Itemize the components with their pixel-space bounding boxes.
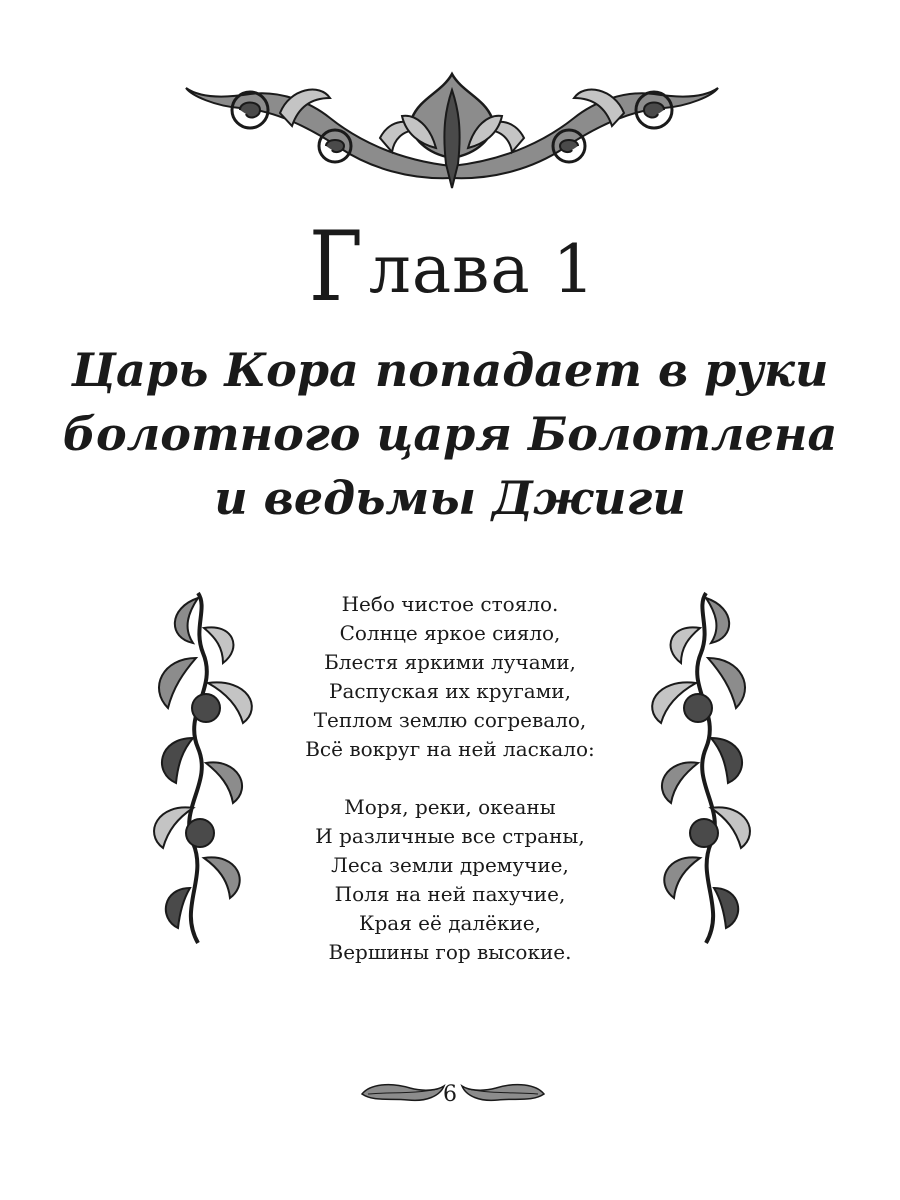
poem-stanza <box>250 590 650 764</box>
side-ornament-left <box>138 588 268 948</box>
chapter-title-line: и ведьмы Джиги <box>214 471 686 525</box>
poem-line: Вершины гор высокие. <box>328 940 572 964</box>
poem-line: Теплом землю согревало, <box>313 708 587 732</box>
chapter-heading-initial: Г <box>309 211 365 323</box>
chapter-title <box>0 338 900 530</box>
footer-leaf-ornament-right <box>460 1080 546 1108</box>
poem-line: Моря, реки, океаны <box>344 795 556 819</box>
poem-line: Поля на ней пахучие, <box>334 882 566 906</box>
poem-line: Края её далёкие, <box>358 911 541 935</box>
page-footer <box>0 1076 900 1120</box>
poem-line: Леса земли дремучие, <box>331 853 569 877</box>
chapter-heading <box>0 211 900 323</box>
side-ornament-right <box>636 588 766 948</box>
poem-line: Небо чистое стояло. <box>341 592 559 616</box>
poem-line: Солнце яркое сияло, <box>339 621 561 645</box>
chapter-heading-text: лава 1 <box>368 231 596 308</box>
poem-line: Всё вокруг на ней ласкало: <box>305 737 595 761</box>
chapter-title-line: болотного царя Болотлена <box>62 407 838 461</box>
page-number: 6 <box>443 1082 457 1107</box>
poem-line: Распуская их кругами, <box>329 679 571 703</box>
poem-stanza <box>250 793 650 967</box>
poem-line: Блестя яркими лучами, <box>324 650 576 674</box>
chapter-title-line: Царь Кора попадает в руки <box>71 343 829 397</box>
header-ornament <box>180 68 725 193</box>
poem-line: И различные все страны, <box>315 824 585 848</box>
poem <box>250 590 650 996</box>
